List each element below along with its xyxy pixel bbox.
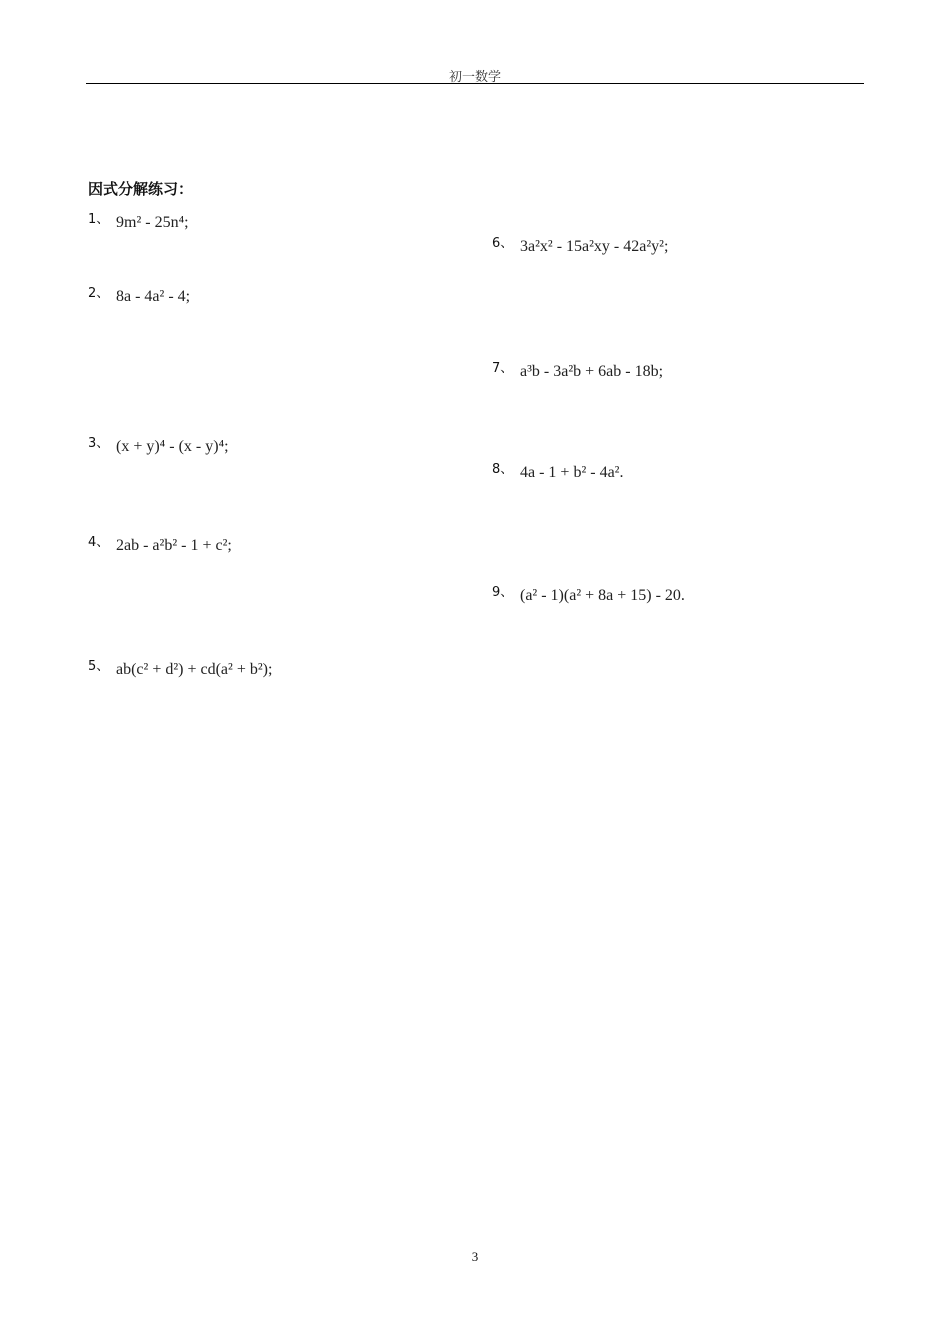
problem-expression: 8a - 4a² - 4; bbox=[116, 288, 191, 305]
problem-expression: 9m² - 25n⁴; bbox=[116, 214, 189, 231]
problem-expression: a³b - 3a²b + 6ab - 18b; bbox=[520, 363, 664, 380]
page-header-title: 初一数学 bbox=[448, 70, 501, 85]
problem-number: 7、 bbox=[492, 361, 514, 376]
problem-expression: (x + y)⁴ - (x - y)⁴; bbox=[116, 438, 229, 455]
problem-number: 1、 bbox=[88, 212, 110, 227]
problem-expression: 4a - 1 + b² - 4a². bbox=[520, 464, 624, 481]
problem-number: 5、 bbox=[88, 659, 110, 674]
problem-number: 2、 bbox=[88, 286, 110, 301]
problem-number: 6、 bbox=[492, 236, 514, 251]
problem-number: 9、 bbox=[492, 585, 514, 600]
problem-expression: 2ab - a²b² - 1 + c²; bbox=[116, 537, 232, 554]
problem-number: 8、 bbox=[492, 462, 514, 477]
problem-expression: ab(c² + d²) + cd(a² + b²); bbox=[116, 661, 273, 678]
problem-number: 3、 bbox=[88, 436, 110, 451]
problem-number: 4、 bbox=[88, 535, 110, 550]
header-divider bbox=[86, 83, 864, 84]
section-title: 因式分解练习： bbox=[88, 180, 194, 198]
problem-expression: (a² - 1)(a² + 8a + 15) - 20. bbox=[520, 587, 685, 604]
problem-expression: 3a²x² - 15a²xy - 42a²y²; bbox=[520, 238, 669, 255]
page-number: 3 bbox=[471, 1249, 479, 1264]
